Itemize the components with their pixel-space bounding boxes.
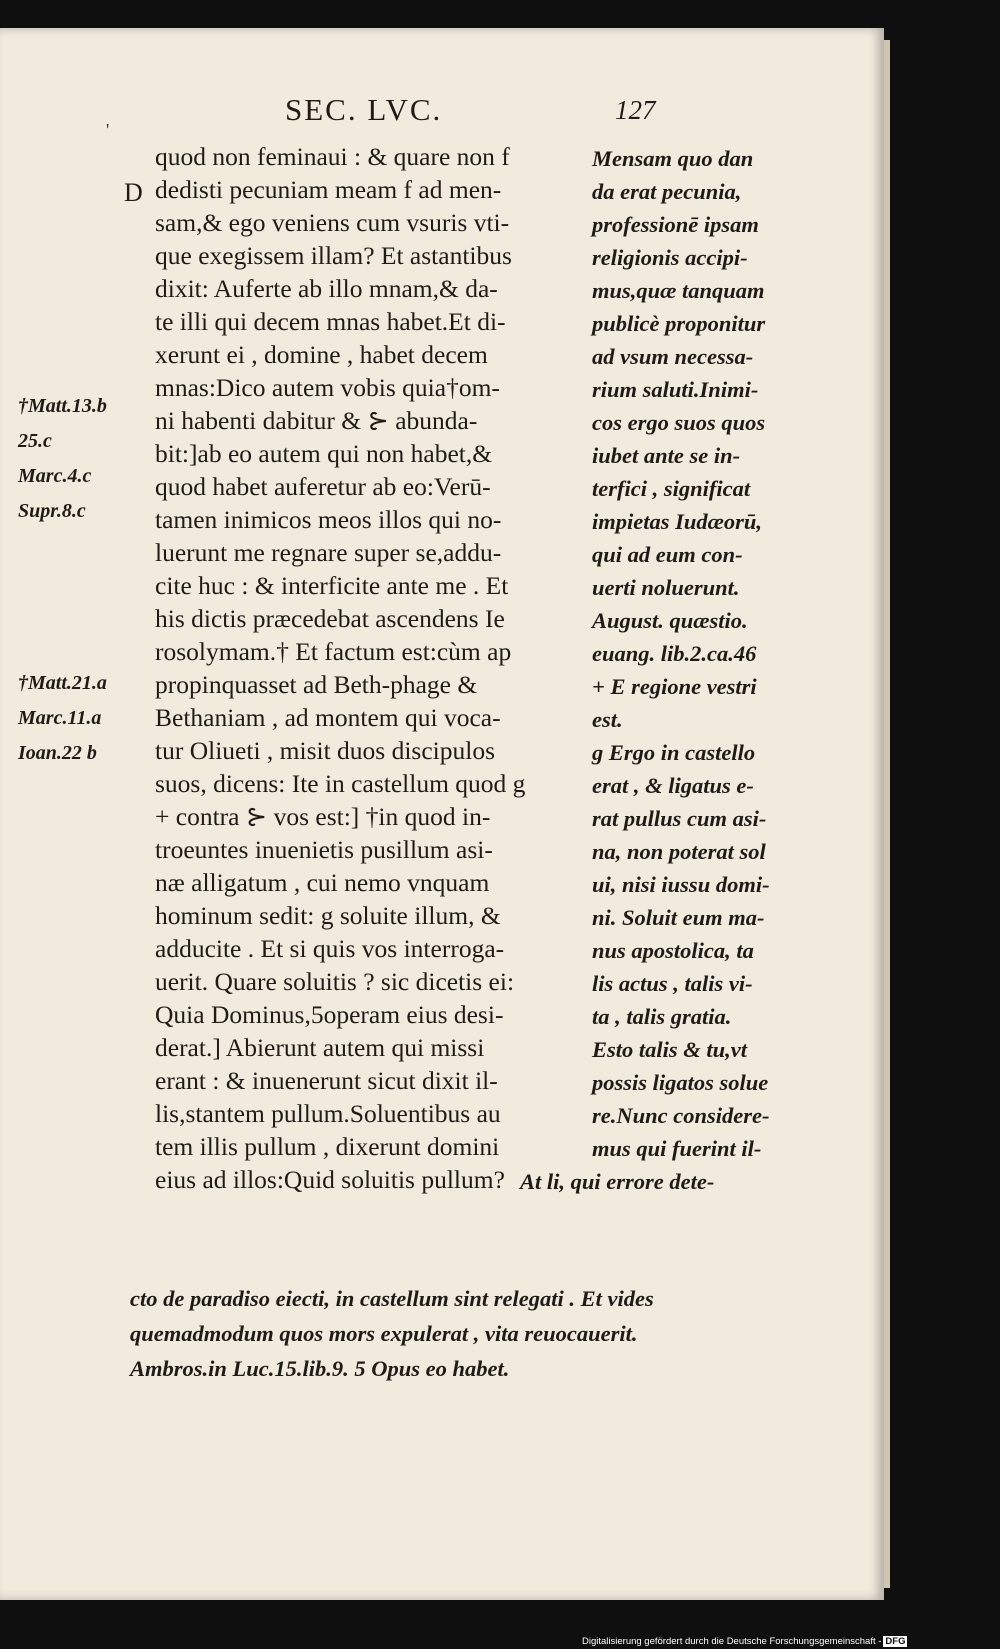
commentary-line: uerti noluerunt.: [592, 575, 740, 600]
commentary-line: terfici , significat: [592, 476, 751, 501]
text-line: Quia Dominus,5operam eius desi-: [155, 1000, 504, 1029]
text-line: te illi qui decem mnas habet.Et di-: [155, 307, 506, 336]
margin-reference: Marc.11.a: [18, 707, 102, 729]
commentary-line: g Ergo in castello: [592, 740, 756, 765]
commentary-line: ui, nisi iussu domi-: [592, 872, 770, 897]
page-edge: [884, 40, 890, 1588]
margin-reference: Supr.8.c: [18, 500, 86, 522]
text-line: lis,stantem pullum.Soluentibus au: [155, 1099, 501, 1128]
commentary-line: da erat pecunia,: [592, 179, 742, 204]
page-number: 127: [615, 95, 656, 125]
text-line: rosolymam.† Et factum est:cùm ap: [155, 637, 512, 666]
text-line: dixit: Auferte ab illo mnam,& da-: [155, 274, 498, 303]
text-line: adducite . Et si quis vos interroga-: [155, 934, 505, 963]
commentary-line: rium saluti.Inimi-: [592, 377, 759, 402]
text-line: sam,& ego veniens cum vsuris vti-: [155, 208, 510, 237]
text-line: ni habenti dabitur & ⊱ abunda-: [155, 406, 478, 435]
text-line: propinquasset ad Beth-phage &: [155, 670, 478, 699]
bottom-line: Ambros.in Luc.15.lib.9. 5 Opus eo habet.: [130, 1356, 510, 1381]
text-line: que exegissem illam? Et astantibus: [155, 241, 512, 270]
text-line: mnas:Dico autem vobis quia†om-: [155, 373, 500, 402]
margin-reference: †Matt.21.a: [18, 672, 107, 694]
dfg-logo-badge: DFG: [885, 1636, 906, 1647]
text-line: næ alligatum , cui nemo vnquam: [155, 868, 490, 897]
text-line: quod non feminaui : & quare non f: [155, 142, 510, 171]
footer-text: Digitalisierung gefördert durch die Deutsche Forschungsgemeinschaft -: [582, 1636, 882, 1647]
text-line: luerunt me regnare super se,addu-: [155, 538, 502, 567]
commentary-line: cos ergo suos quos: [592, 410, 766, 435]
text-line: quod habet auferetur ab eo:Verū-: [155, 472, 491, 501]
digitization-credit: [582, 1636, 907, 1647]
commentary-line: professionē ipsam: [592, 212, 759, 237]
text-line: derat.] Abierunt autem qui missi: [155, 1033, 485, 1062]
text-line: bit:]ab eo autem qui non habet,&: [155, 439, 493, 468]
commentary-line: ni. Soluit eum ma-: [592, 905, 765, 930]
section-letter: D: [124, 178, 143, 207]
commentary-line: erat , & ligatus e-: [592, 773, 754, 798]
commentary-line: lis actus , talis vi-: [592, 971, 753, 996]
text-line: cite huc : & interficite ante me . Et: [155, 571, 509, 600]
text-line: erant : & inuenerunt sicut dixit il-: [155, 1066, 498, 1095]
text-line: + contra ⊱ vos est:] †in quod in-: [155, 802, 491, 831]
text-line: tur Oliueti , misit duos discipulos: [155, 736, 496, 765]
commentary-line: ta , talis gratia.: [592, 1004, 732, 1029]
margin-reference: 25.c: [18, 430, 52, 452]
text-line: troeuntes inuenietis pusillum asi-: [155, 835, 493, 864]
text-line: tamen inimicos meos illos qui no-: [155, 505, 502, 534]
text-line: eius ad illos:Quid soluitis pullum?: [155, 1165, 505, 1194]
margin-reference: †Matt.13.b: [18, 395, 107, 417]
text-line: hominum sedit: g soluite illum, &: [155, 901, 501, 930]
commentary-line: na, non poterat sol: [592, 839, 766, 864]
text-line: Bethaniam , ad montem qui voca-: [155, 703, 501, 732]
commentary-line: Mensam quo dan: [592, 146, 754, 171]
ink-mark: ': [106, 120, 110, 140]
running-header: SEC. LVC.: [285, 92, 443, 127]
commentary-line: nus apostolica, ta: [592, 938, 754, 963]
text-line: his dictis præcedebat ascendens Ie: [155, 604, 505, 633]
text-line: xerunt ei , domine , habet decem: [155, 340, 488, 369]
text-line: dedisti pecuniam meam f ad men-: [155, 175, 502, 204]
bottom-line: cto de paradiso eiecti, in castellum sint relegati . Et vides: [130, 1286, 654, 1311]
commentary-line: mus qui fuerint il-: [592, 1136, 762, 1161]
commentary-line: euang. lib.2.ca.46: [592, 641, 757, 666]
text-line: tem illis pullum , dixerunt domini: [155, 1132, 500, 1161]
commentary-line: ad vsum necessa-: [592, 344, 754, 369]
commentary-line: possis ligatos solue: [592, 1070, 769, 1095]
commentary-line: religionis accipi-: [592, 245, 748, 270]
commentary-line: iubet ante se in-: [592, 443, 741, 468]
margin-reference: Ioan.22 b: [18, 742, 97, 764]
commentary-line: impietas Iudæorū,: [592, 509, 763, 534]
commentary-line: qui ad eum con-: [592, 542, 743, 567]
commentary-line: At li, qui errore dete-: [520, 1169, 715, 1194]
commentary-line: Esto talis & tu,vt: [592, 1037, 748, 1062]
commentary-line: mus,quæ tanquam: [592, 278, 765, 303]
bottom-line: quemadmodum quos mors expulerat , vita reuocauerit.: [130, 1321, 638, 1346]
commentary-line: rat pullus cum asi-: [592, 806, 767, 831]
commentary-line: publicè proponitur: [592, 311, 766, 336]
commentary-line: re.Nunc considere-: [592, 1103, 770, 1128]
text-line: suos, dicens: Ite in castellum quod g: [155, 769, 526, 798]
text-line: uerit. Quare soluitis ? sic dicetis ei:: [155, 967, 515, 996]
commentary-line: August. quæstio.: [592, 608, 748, 633]
commentary-line: + E regione vestri: [592, 674, 757, 699]
margin-reference: Marc.4.c: [18, 465, 92, 487]
commentary-line: est.: [592, 707, 623, 732]
